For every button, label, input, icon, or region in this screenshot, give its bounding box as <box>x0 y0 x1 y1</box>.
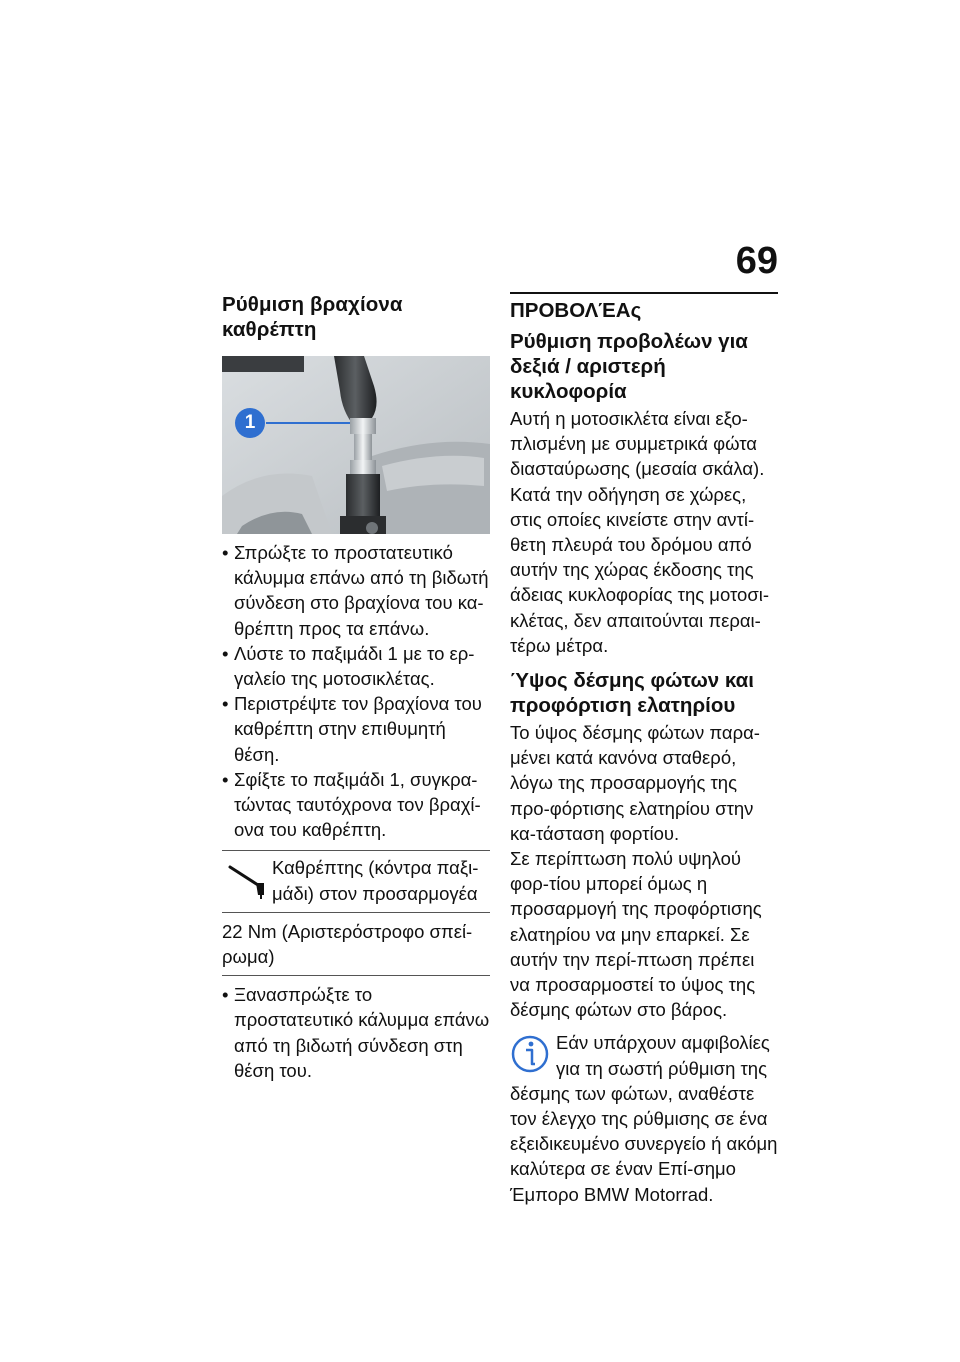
torque-wrench-icon <box>222 855 272 901</box>
list-item: • Σπρώξτε το προστατευτικό κάλυμμα επάνω από τη βιδωτή σύνδεση στο βραχίονα του κα-θρέπτη προς τα επάνω. <box>222 540 490 641</box>
list-item: • Λύστε το παξιμάδι 1 με το ερ-γαλείο της μοτοσικλέτας. <box>222 641 490 691</box>
torque-spec-label-row <box>222 851 490 912</box>
headlight-traffic-heading: Ρύθμιση προβολέων για δεξιά / αριστερή κυκλοφορία <box>510 330 748 403</box>
beam-height-text-1: Το ύψος δέσμης φώτων παρα-μένει κατά κανόνα σταθερό, λόγω της προσαρμογής της προ-φόρτισης ελατηρίου στην κα-τάσταση φορτίου. <box>510 722 760 844</box>
mirror-arm-heading: Ρύθμιση βραχίονα καθρέπτη <box>222 293 403 341</box>
headlight-traffic-text: Αυτή η μοτοσικλέτα είναι εξο-πλισμένη με συμμετρικά φώτα διασταύρωσης (μεσαία σκάλα). Κατά την οδήγηση σε χώρες, στις οποίες κινείστε στην αντί-θετη πλευρά του δρόμου από αυτήν της χώρας έκδοσης της άδειας κυκλοφορίας της μοτοσι-κλέτας, δεν απαιτούνται περαι-τέρω μέτρα. <box>510 408 770 656</box>
beam-height-text-2: Σε περίπτωση πολύ υψηλού φορ-τίου μπορεί όμως η προσαρμογή της προφόρτισης ελατηρίου να μην επαρκεί. Σε αυτήν την περί-πτωση πρέπει να προσαρμοστεί το ύψος της δέσμης φώτων στο βάρος. <box>510 848 762 1021</box>
beam-height-heading: Ύψος δέσμης φώτων και προφόρτιση ελατηρίου <box>510 669 754 718</box>
mirror-arm-illustration <box>222 356 490 534</box>
final-step-list <box>222 982 490 1083</box>
page-number: 69 <box>735 240 778 282</box>
procedure-steps <box>222 540 490 842</box>
headlights-section-title: ΠΡΟΒΟΛΈΑς <box>510 292 778 323</box>
torque-spec-label: Καθρέπτης (κόντρα παξι-μάδι) στον προσαρμογέα <box>272 857 479 904</box>
torque-spec-box <box>222 850 490 976</box>
callout-1: 1 <box>244 412 256 433</box>
right-column <box>510 292 778 1207</box>
mirror-arm-figure <box>222 356 490 534</box>
torque-spec-value: 22 Nm (Αριστερόστροφο σπεί-ρωμα) <box>222 913 490 976</box>
left-column <box>222 292 490 1083</box>
info-note-text: Εάν υπάρχουν αμφιβολίες για τη σωστή ρύθμιση της δέσμης των φώτων, αναθέστε τον έλεγχο της ρύθμισης σε ένα εξειδικευμένο συνεργείο ή ακόμη καλύτερα σε έναν Επί-σημο Έμπορο BMW Motorrad. <box>510 1032 778 1205</box>
list-item: • Σφίξτε το παξιμάδι 1, συγκρα-τώντας ταυτόχρονα τον βραχί-ονα του καθρέπτη. <box>222 767 490 843</box>
info-note <box>510 1030 778 1206</box>
list-item: • Περιστρέψτε τον βραχίονα του καθρέπτη στην επιθυμητή θέση. <box>222 691 490 767</box>
info-icon <box>510 1032 550 1076</box>
list-item: • Ξανασπρώξτε το προστατευτικό κάλυμμα επάνω από τη βιδωτή σύνδεση στη θέση του. <box>222 982 490 1083</box>
